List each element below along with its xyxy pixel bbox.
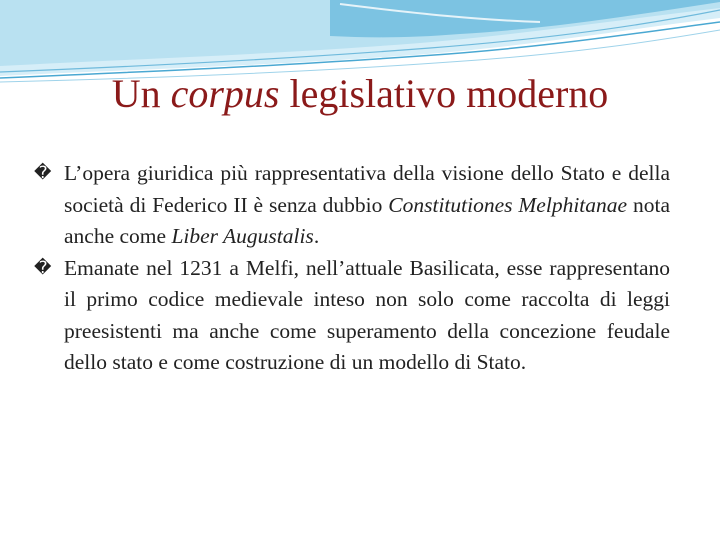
paragraph-1-text-a: L’opera giuridica più rappresentativa della visione dello Stato e della società di Federico II è senza dubbio — [64, 161, 670, 217]
title-prefix: Un — [111, 71, 171, 116]
bullet-paragraph-2 — [34, 253, 670, 379]
bullet-icon: � — [34, 163, 52, 183]
slide-body — [34, 158, 670, 379]
paragraph-1-work-title: Constitutiones Melphitanae — [388, 192, 628, 217]
title-emphasis: corpus — [170, 71, 280, 116]
title-suffix: legislativo moderno — [279, 71, 609, 116]
paragraph-1-text-c: . — [313, 224, 320, 248]
bullet-icon: � — [34, 257, 52, 278]
paragraph-1-alt-title: Liber Augustalis — [171, 224, 314, 248]
bullet-paragraph-1 — [34, 158, 670, 253]
slide-title — [0, 68, 720, 120]
paragraph-1-text-b: nota anche come — [64, 192, 670, 248]
paragraph-2-text: Emanate nel 1231 a Melfi, nell’attuale Basilicata, esse rappresentano il primo codice medievale inteso non solo come raccolta di leggi preesistenti ma anche come superamento della concezione feudale dello stato e come costruzione di un modello di Stato. — [64, 255, 670, 374]
